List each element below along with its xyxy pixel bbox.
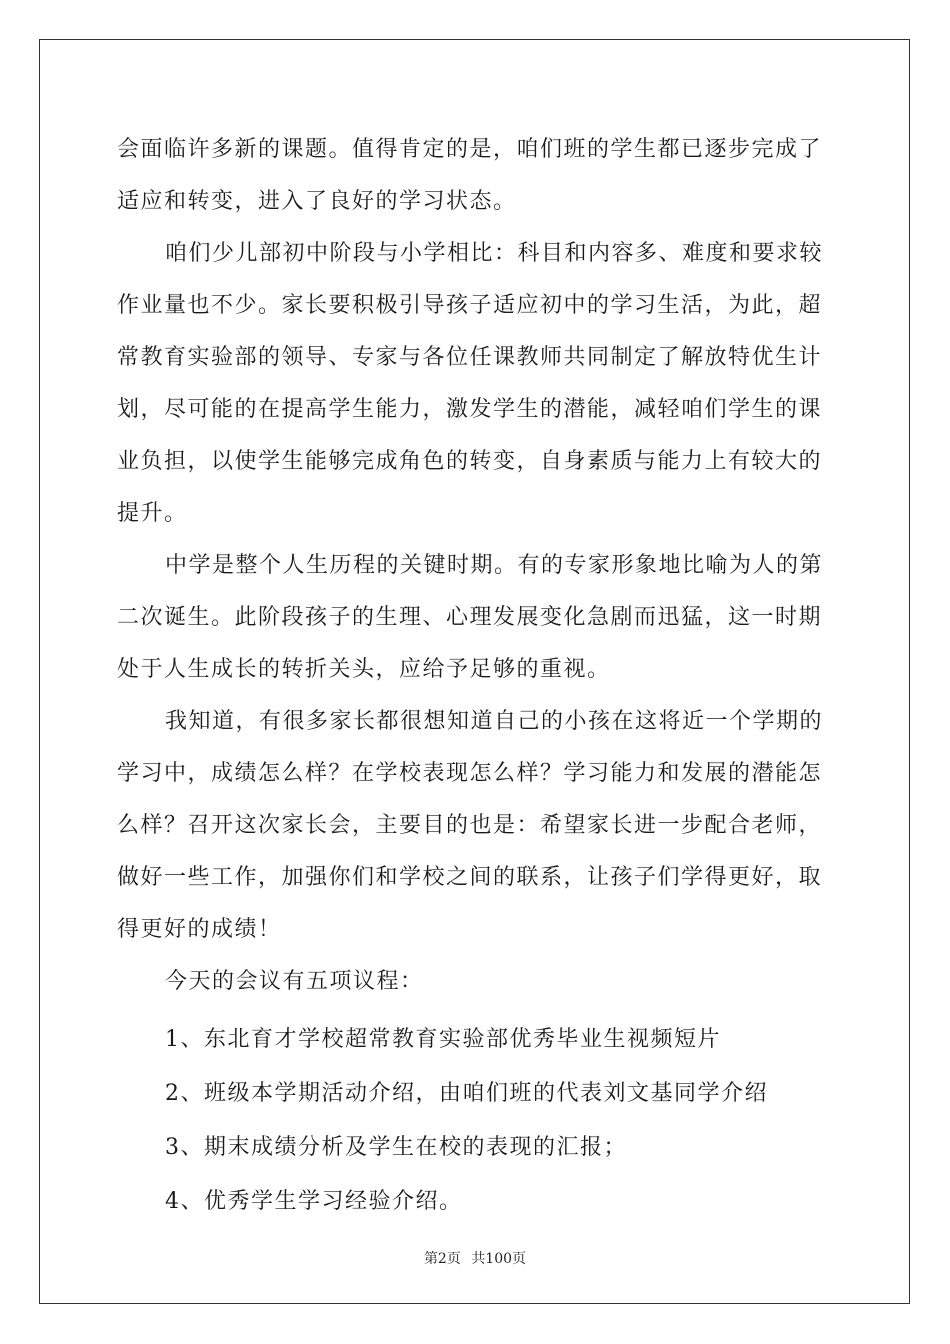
text-line: 今天的会议有五项议程： [165, 969, 424, 994]
text-line: 得更好的成绩！ [117, 917, 282, 942]
paragraph-lines [117, 124, 835, 1008]
agenda-item: 2、班级本学期活动介绍，由咱们班的代表刘文基同学介绍 [165, 1081, 768, 1106]
text-line: 处于人生成长的转折关头，应给予足够的重视。 [117, 657, 611, 682]
page-footer [0, 1248, 950, 1268]
text-line: 做好一些工作，加强你们和学校之间的联系，让孩子们学得更好，取 [117, 865, 823, 890]
text-line: 中学是整个人生历程的关键时期。有的专家形象地比喻为人的第 [165, 553, 824, 578]
agenda-item: 1、东北育才学校超常教育实验部优秀毕业生视频短片 [165, 1027, 721, 1052]
text-line: 会面临许多新的课题。值得肯定的是，咱们班的学生都已逐步完成了 [117, 137, 823, 162]
text-line: 学习中，成绩怎么样？在学校表现怎么样？学习能力和发展的潜能怎 [117, 761, 823, 786]
text-line: 么样？召开这次家长会，主要目的也是：希望家长进一步配合老师， [117, 813, 823, 838]
text-line: 二次诞生。此阶段孩子的生理、心理发展变化急剧而迅猛，这一时期 [117, 605, 823, 630]
text-line: 业负担，以使学生能够完成角色的转变，自身素质与能力上有较大的 [117, 449, 823, 474]
page-total: 共100页 [471, 1251, 527, 1267]
page-number: 第2页 [423, 1251, 461, 1267]
text-line: 划，尽可能的在提高学生能力，激发学生的潜能，减轻咱们学生的课 [117, 397, 823, 422]
text-line: 适应和转变，进入了良好的学习状态。 [117, 189, 517, 214]
text-line: 我知道，有很多家长都很想知道自己的小孩在这将近一个学期的 [165, 709, 824, 734]
text-line: 提升。 [117, 501, 188, 526]
document-body [117, 124, 835, 1229]
text-line: 咱们少儿部初中阶段与小学相比：科目和内容多、难度和要求较 [165, 241, 824, 266]
agenda-list [117, 1013, 835, 1229]
agenda-item: 3、期末成绩分析及学生在校的表现的汇报； [165, 1135, 627, 1160]
agenda-item: 4、优秀学生学习经验介绍。 [165, 1189, 463, 1214]
text-line: 常教育实验部的领导、专家与各位任课教师共同制定了解放特优生计 [117, 345, 823, 370]
text-line: 作业量也不少。家长要积极引导孩子适应初中的学习生活，为此，超 [117, 293, 823, 318]
